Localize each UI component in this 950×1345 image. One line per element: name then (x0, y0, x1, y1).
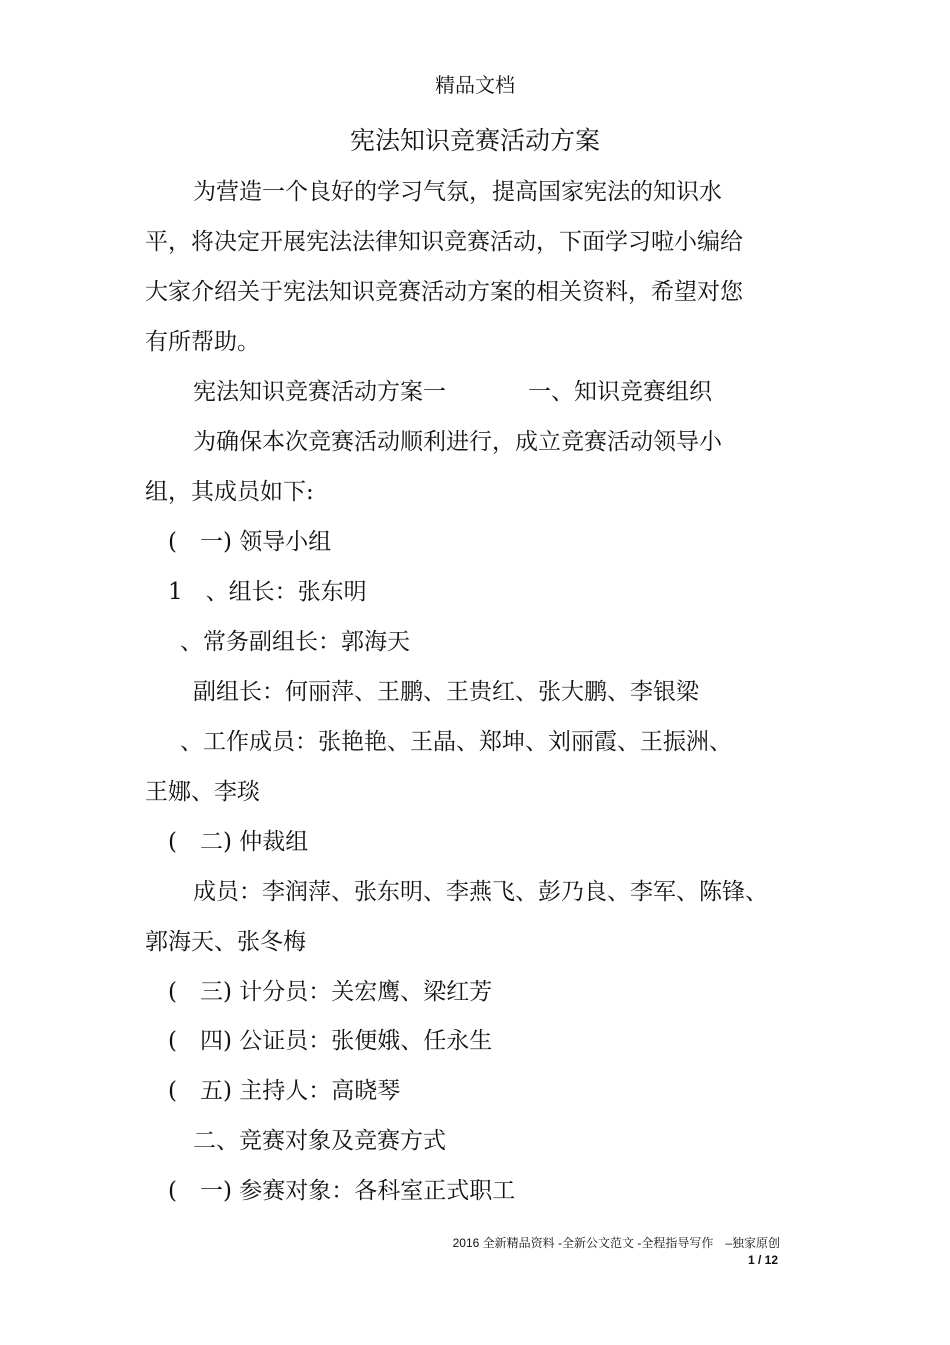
paragraph-line: 为营造一个良好的学习气氛，提高国家宪法的知识水 (193, 179, 722, 205)
list-heading: ( 一) 领导小组 (168, 529, 332, 555)
list-item: 王娜、李琰 (145, 779, 260, 805)
page-header: 精品文档 (435, 73, 515, 97)
list-heading: ( 三) 计分员：关宏鹰、梁红芳 (168, 979, 493, 1005)
section-title: 宪法知识竞赛活动方案一 (193, 379, 446, 405)
list-item: 副组长：何丽萍、王鹏、王贵红、张大鹏、李银梁 (193, 679, 699, 705)
list-item: 、常务副组长：郭海天 (180, 629, 410, 655)
page-footer: 2016 全新精品资料 -全新公文范文 -全程指导写作 –独家原创 (452, 1236, 780, 1250)
list-item: 1 、组长：张东明 (168, 579, 367, 605)
list-item: 郭海天、张冬梅 (145, 929, 306, 955)
document-title: 宪法知识竞赛活动方案 (349, 126, 600, 155)
paragraph-line: 有所帮助。 (145, 329, 260, 355)
section-heading: 二、竞赛对象及竞赛方式 (193, 1128, 446, 1154)
list-item: 成员：李润萍、张东明、李燕飞、彭乃良、李军、陈锋、 (193, 879, 768, 905)
list-heading: ( 二) 仲裁组 (168, 829, 309, 855)
list-heading: ( 五) 主持人：高晓琴 (168, 1078, 401, 1104)
paragraph-line: 平，将决定开展宪法法律知识竞赛活动，下面学习啦小编给 (145, 229, 743, 255)
paragraph-line: 组，其成员如下: (145, 479, 314, 505)
list-heading: ( 四) 公证员：张便娥、任永生 (168, 1028, 493, 1054)
list-heading: ( 一) 参赛对象：各科室正式职工 (168, 1178, 516, 1204)
page-number: 1 / 12 (747, 1253, 778, 1267)
paragraph-line: 为确保本次竞赛活动顺利进行，成立竞赛活动领导小 (193, 429, 722, 455)
list-item: 、工作成员：张艳艳、王晶、郑坤、刘丽霞、王振洲、 (180, 729, 732, 755)
section-heading: 一、知识竞赛组织 (528, 379, 712, 405)
paragraph-line: 大家介绍关于宪法知识竞赛活动方案的相关资料，希望对您 (145, 279, 743, 305)
